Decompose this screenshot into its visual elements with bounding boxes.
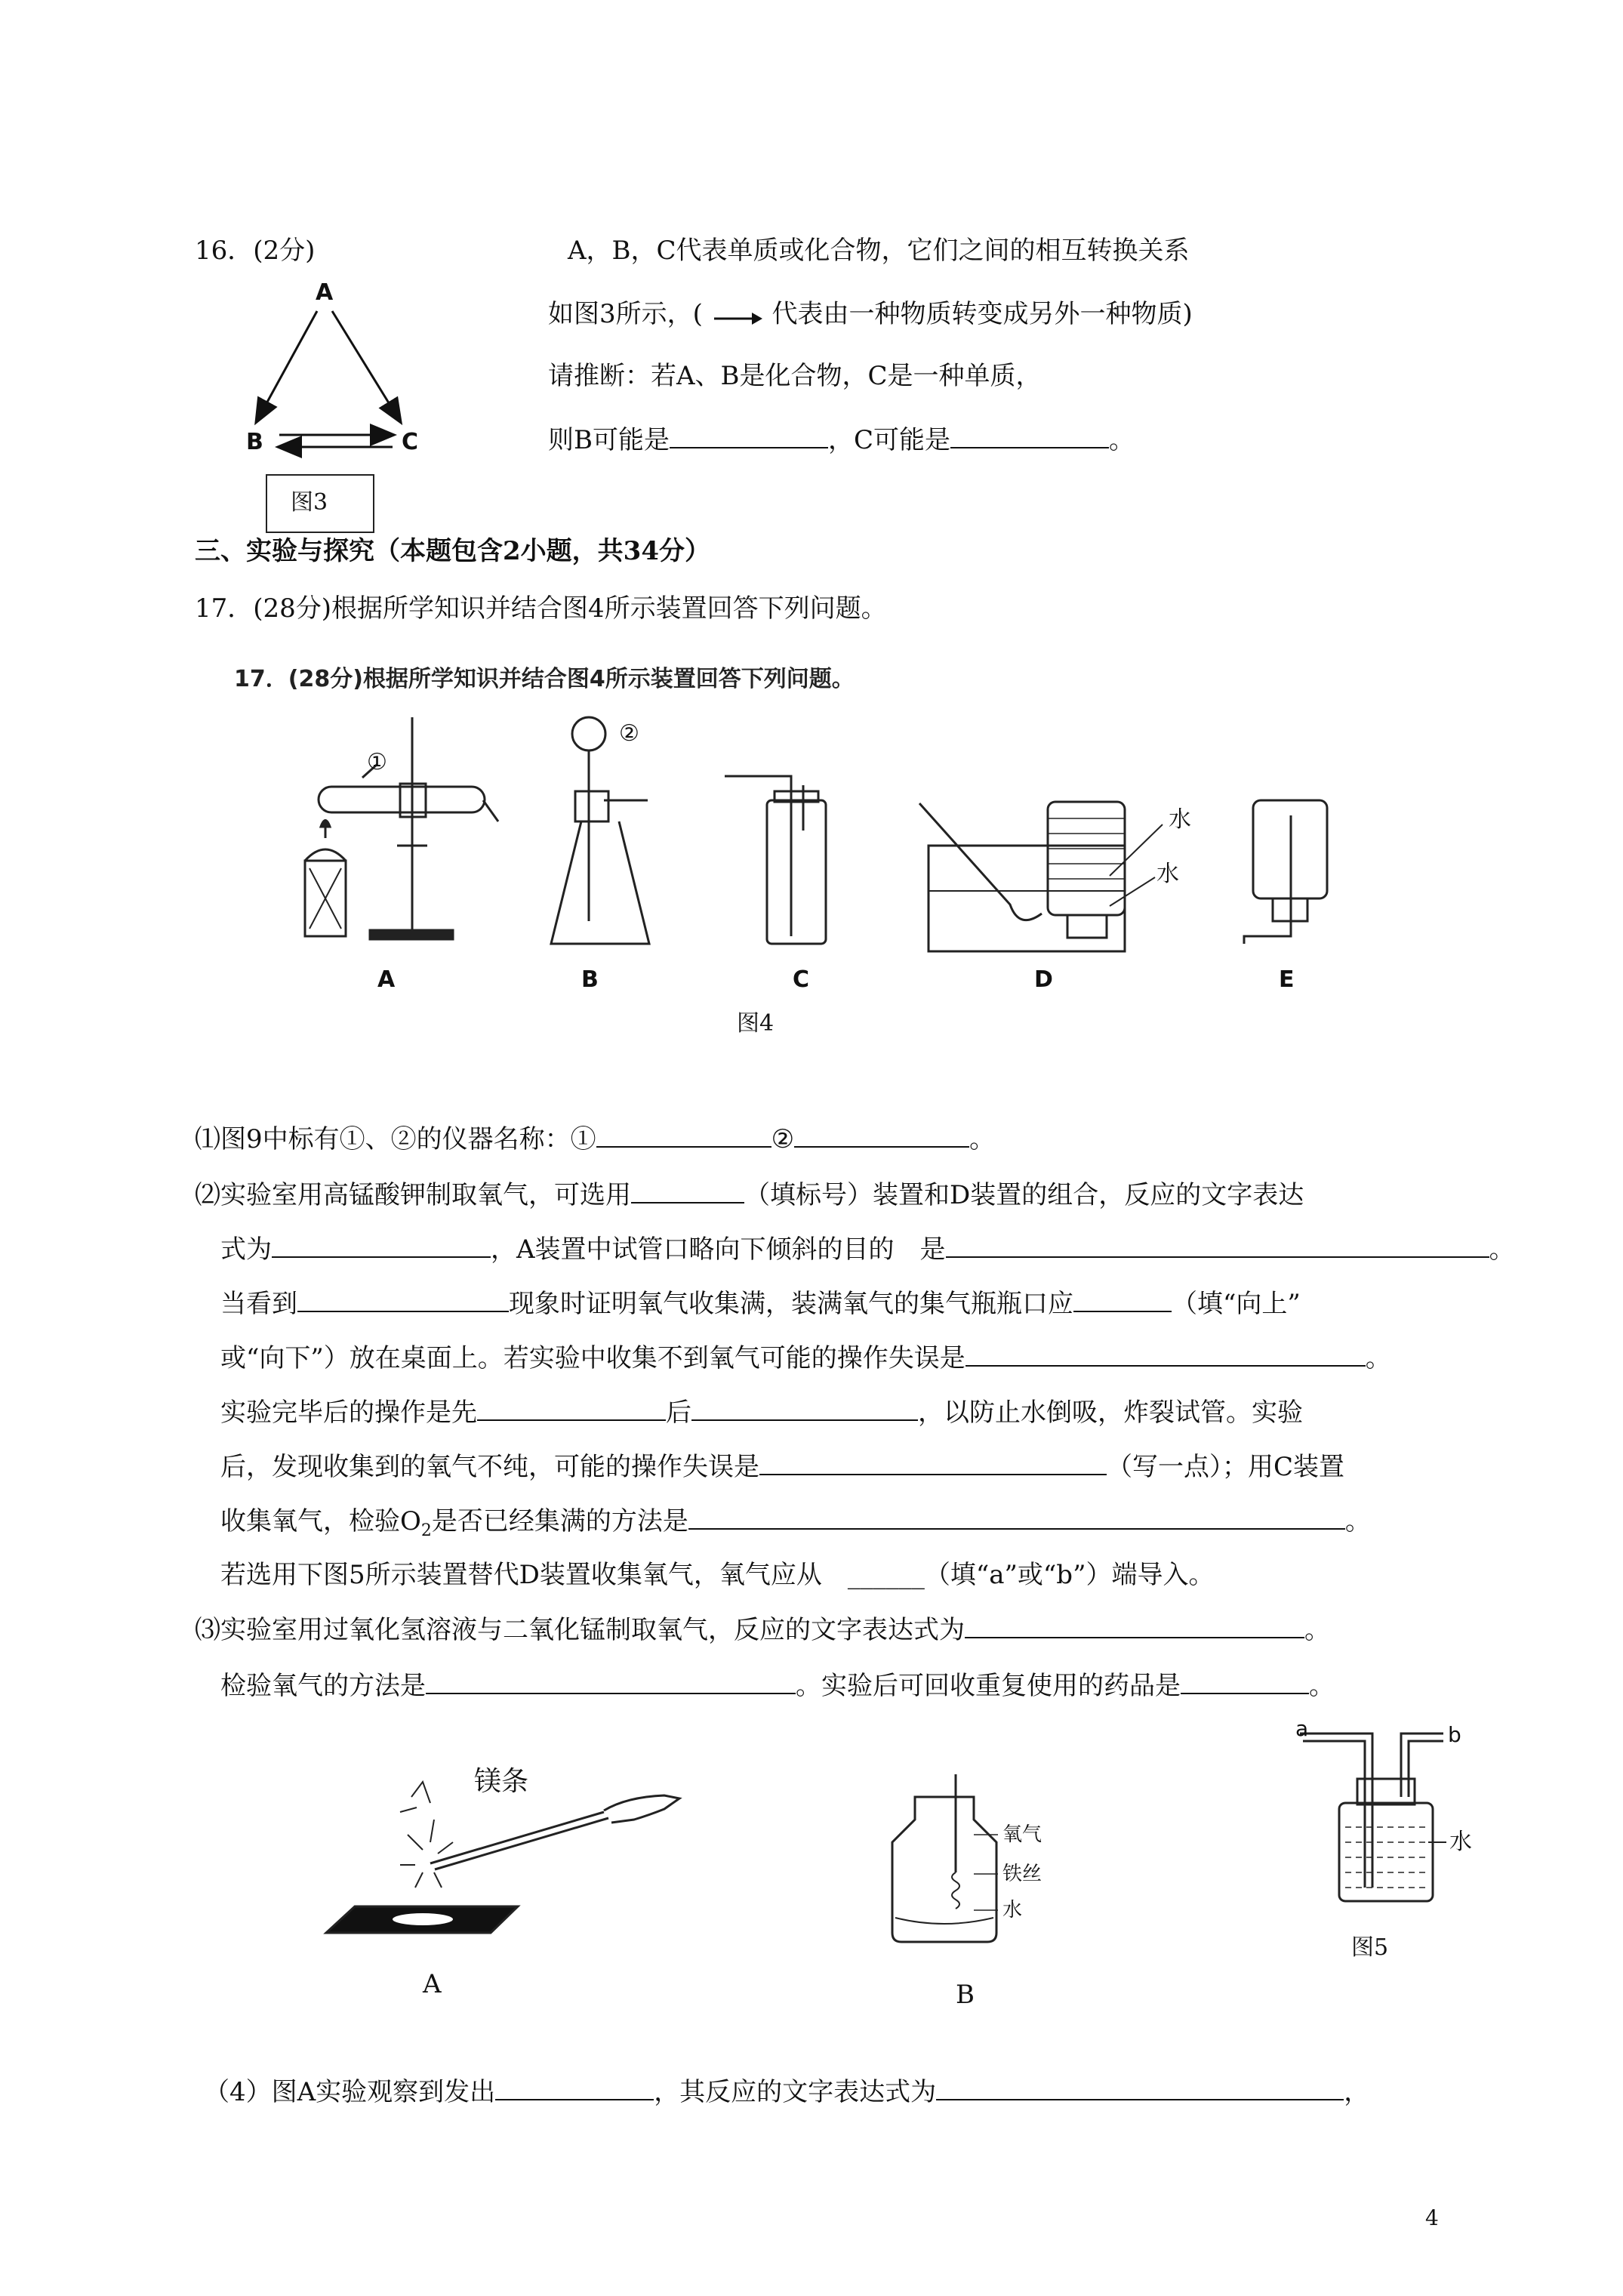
fig4-caption: 图4: [737, 1010, 775, 1037]
q17-part2-line3-b: 现象时证明氧气收集满，装满氧气的集气瓶瓶口应: [509, 1289, 1073, 1319]
fig4-water-label-2: 水: [1156, 861, 1179, 887]
fig-a-caption: A: [423, 1969, 442, 1999]
fig3-node-b: B: [246, 429, 263, 455]
q17-part2-line4-a: 或“向下”）放在桌面上。若实验中收集不到氧气可能的操作失误是: [220, 1343, 965, 1373]
q17-part2-line6-b: （写一点）；用C装置: [1107, 1452, 1345, 1482]
fig4-water-label-1: 水: [1169, 806, 1191, 833]
q17-part4-b: ，其反应的文字表达式为: [654, 2077, 937, 2107]
page-number: 4: [1425, 2205, 1439, 2230]
fig-b-caption: B: [956, 1980, 975, 2010]
q17-part2-line4-b: 。: [1365, 1343, 1391, 1373]
q17-part3-line2-b: 。实验后可回收重复使用的药品是: [796, 1671, 1181, 1701]
fig4-label-b: B: [581, 966, 599, 993]
fig-a-magnesium-label: 镁条: [474, 1766, 529, 1797]
q17-part4-c: ，: [1344, 2077, 1370, 2107]
fig4-label-a: A: [377, 966, 396, 993]
fig4-label-e: E: [1279, 966, 1295, 993]
fig5-port-a: a: [1295, 1716, 1309, 1741]
q17-part3-line1-b: 。: [1304, 1615, 1330, 1645]
q17-part4-equation-blank[interactable]: [936, 2076, 1344, 2100]
q17-part2-line1-b: （填标号）装置和D装置的组合，反应的文字表达: [744, 1180, 1304, 1210]
q16-c-prompt: ，C可能是: [828, 425, 951, 455]
fig-b-water-label: 水: [1002, 1899, 1023, 1922]
q17-part2-line6-a: 后，发现收集到的氧气不纯，可能的操作失误是: [220, 1452, 759, 1482]
fig4-marker-1: ①: [367, 749, 387, 775]
q17-part1-period: 。: [969, 1124, 996, 1154]
q17-part2-line2-c: 。: [1489, 1234, 1515, 1265]
fig5-caption: 图5: [1351, 1934, 1389, 1961]
fig3-node-a: A: [316, 279, 334, 306]
fig-b-iron-label: 铁丝: [1002, 1863, 1042, 1885]
q17-part2-line8: 若选用下图5所示装置替代D装置收集氧气，氧气应从 ______（填“a”或“b”）端导入。: [220, 1560, 1215, 1590]
q17-part2-line7-c: 。: [1344, 1506, 1371, 1536]
q16-b-prompt: 则B可能是: [548, 425, 670, 455]
fig5-water-label: 水: [1449, 1829, 1472, 1855]
fig4-header: 17．(28分)根据所学知识并结合图4所示装置回答下列问题。: [234, 666, 855, 692]
q17-part2-line5-a: 实验完毕后的操作是先: [220, 1398, 477, 1428]
q17-part3-line2-c: 。: [1309, 1671, 1335, 1701]
q17-part2-o2-subscript: 2: [420, 1521, 432, 1540]
q17-part2-line2-b: ，A装置中试管口略向下倾斜的目的 是: [491, 1234, 946, 1265]
q17-part2-line3-a: 当看到: [220, 1289, 297, 1319]
q17-intro: 17．(28分)根据所学知识并结合图4所示装置回答下列问题。: [195, 593, 887, 624]
q17-part4-observation-blank[interactable]: [495, 2076, 654, 2100]
fig3-node-c: C: [402, 429, 419, 455]
q17-part1-marker2: ②: [771, 1124, 795, 1154]
q17-part2-line1-a: ⑵实验室用高锰酸钾制取氧气，可选用: [195, 1180, 631, 1210]
q16-line2-end: 代表由一种物质转变成另外一种物质): [771, 299, 1193, 329]
q16-line1: A，B，C代表单质或化合物，它们之间的相互转换关系: [568, 236, 1190, 266]
q17-part2-line5-b: 后: [666, 1398, 691, 1428]
fig4-marker-2: ②: [619, 720, 639, 747]
q17-part2-line7-b: 是否已经集满的方法是: [431, 1506, 688, 1536]
q16-period: 。: [1109, 425, 1135, 455]
q17-part2-line5-c: ，以防止水倒吸，炸裂试管。实验: [918, 1398, 1303, 1428]
fig4-label-c: C: [793, 966, 810, 993]
fig-b-oxygen-label: 氧气: [1002, 1823, 1042, 1846]
q17-part2-line2-a: 式为: [220, 1234, 272, 1265]
q17-part2-line7-a: 收集氧气，检验O: [220, 1506, 421, 1536]
fig4-label-d: D: [1034, 966, 1053, 993]
q16-line2-start: 如图3所示，(: [548, 299, 703, 329]
q17-part3-line1-a: ⑶实验室用过氧化氢溶液与二氧化锰制取氧气，反应的文字表达式为: [195, 1615, 965, 1645]
q17-part3-line2-a: 检验氧气的方法是: [220, 1671, 426, 1701]
q16-number: 16．(2分): [195, 236, 316, 266]
q17-part4-a: （4）图A实验观察到发出: [204, 2077, 496, 2107]
q17-part2-line3-c: （填“向上”: [1172, 1289, 1301, 1319]
q16-line3: 请推断：若A、B是化合物，C是一种单质，: [548, 361, 1042, 391]
fig3-caption: 图3: [291, 489, 328, 516]
section3-title: 三、实验与探究（本题包含2小题，共34分）: [195, 536, 710, 566]
q17-part1-prompt: ⑴图9中标有①、②的仪器名称：①: [195, 1124, 596, 1154]
fig5-port-b: b: [1448, 1722, 1461, 1747]
q17-part4: [204, 2076, 1369, 2107]
